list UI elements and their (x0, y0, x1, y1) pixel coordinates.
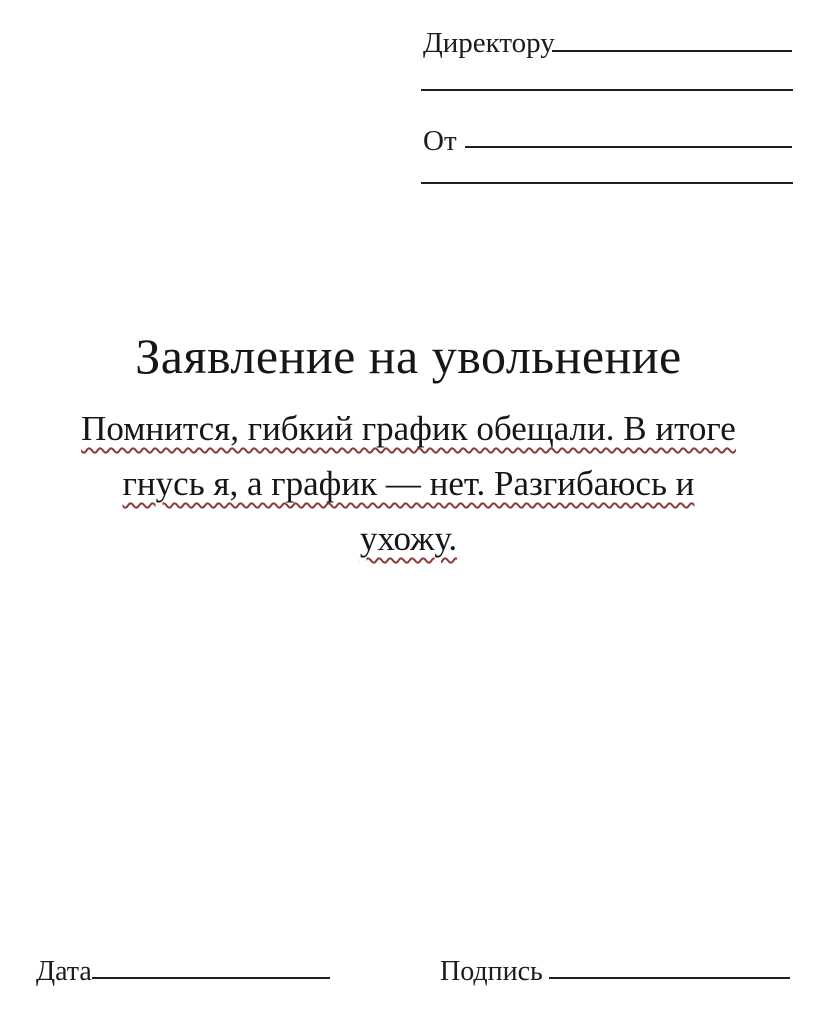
director-label: Директору (423, 27, 555, 59)
director-fill-in-line (552, 50, 792, 52)
body-line (0, 456, 817, 511)
page-title: Заявление на увольнение (135, 327, 682, 384)
body-line-text-3: ухожу. (359, 519, 458, 558)
body-line (0, 401, 817, 456)
body-line (0, 511, 817, 566)
director-fill-in-line-2 (421, 89, 793, 91)
signature-fill-in-line (549, 977, 790, 979)
body-line-text-2: гнусь я, а график — нет. Разгибаюсь и (122, 464, 695, 503)
signature-label: Подпись (440, 956, 543, 987)
from-fill-in-line-2 (421, 182, 793, 184)
date-label: Дата (36, 956, 92, 987)
date-fill-in-line (92, 977, 330, 979)
from-fill-in-line (465, 146, 792, 148)
body-paragraph (0, 401, 817, 566)
body-line-text-1: Помнится, гибкий график обещали. В итоге (81, 409, 736, 448)
from-label: От (423, 125, 457, 157)
